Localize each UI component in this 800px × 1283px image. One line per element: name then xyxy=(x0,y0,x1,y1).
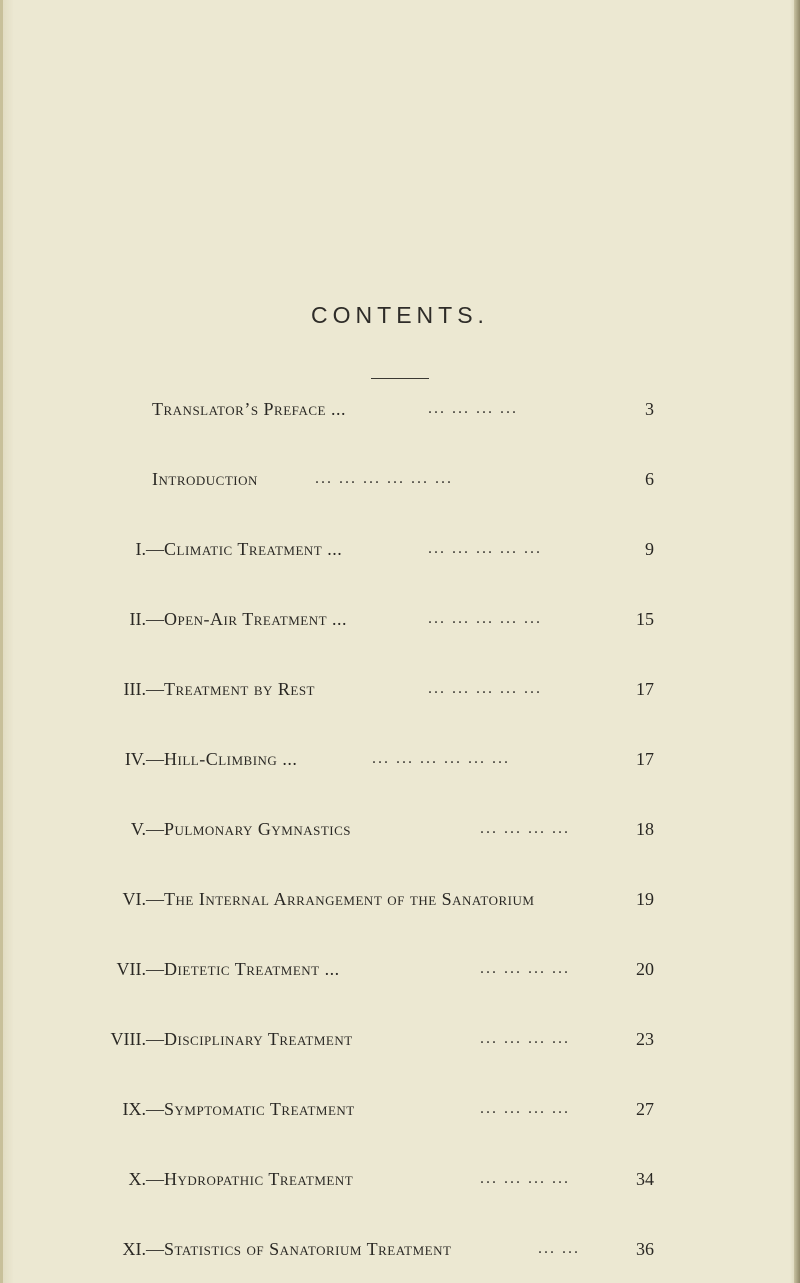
toc-entry-leader: ... ... ... ... ... xyxy=(428,680,542,697)
toc-entry-page: 17 xyxy=(636,749,654,769)
toc-entry-label: Introduction xyxy=(152,469,258,489)
toc-entry-page: 17 xyxy=(636,679,654,699)
toc-entry-leader: ... ... ... ... ... ... xyxy=(372,750,510,767)
toc-entry-number: VII.— xyxy=(116,959,164,979)
toc-entry-number: XI.— xyxy=(122,1239,164,1259)
toc-entry-chapter-3 xyxy=(0,672,800,706)
toc-entry-leader: ... ... xyxy=(538,1240,580,1257)
toc-entry-chapter-4 xyxy=(0,742,800,776)
toc-entry-page: 19 xyxy=(636,889,654,909)
page-right-edge xyxy=(794,0,800,1283)
toc-entry-chapter-2 xyxy=(0,602,800,636)
toc-entry-number: X.— xyxy=(128,1169,164,1189)
toc-entry-label: Statistics of Sanatorium Treatment xyxy=(164,1239,452,1259)
toc-entry-leader: ... ... ... ... xyxy=(480,1030,570,1047)
toc-entry-page: 18 xyxy=(636,819,654,839)
toc-entry-number: III.— xyxy=(123,679,164,699)
toc-entry-leader: ... ... ... ... ... xyxy=(428,540,542,557)
toc-entry-label: Hydropathic Treatment xyxy=(164,1169,354,1189)
toc-entry-chapter-8 xyxy=(0,1022,800,1056)
toc-entry-number: VI.— xyxy=(122,889,164,909)
toc-entry-chapter-7 xyxy=(0,952,800,986)
toc-entry-chapter-5 xyxy=(0,812,800,846)
toc-entry-page: 6 xyxy=(645,469,654,489)
toc-entry-label: Dietetic Treatment ... xyxy=(164,959,340,979)
toc-entry-leader: ... ... ... ... xyxy=(480,960,570,977)
toc-entry-label: Symptomatic Treatment xyxy=(164,1099,355,1119)
toc-entry-leader: ... ... ... ... xyxy=(480,1170,570,1187)
toc-entry-label: Translator’s Preface ... xyxy=(152,399,346,419)
toc-entry-leader: ... ... ... ... ... xyxy=(428,610,542,627)
toc-entry-number: IV.— xyxy=(124,749,164,769)
toc-entry-page: 3 xyxy=(645,399,654,419)
toc-entry-page: 27 xyxy=(636,1099,654,1119)
toc-entry-label: Climatic Treatment ... xyxy=(164,539,343,559)
toc-entry-label: The Internal Arrangement of the Sanatorium xyxy=(164,889,535,909)
toc-entry-chapter-1 xyxy=(0,532,800,566)
toc-entry-chapter-10 xyxy=(0,1162,800,1196)
toc-entry-page: 36 xyxy=(636,1239,654,1259)
toc-entry-page: 15 xyxy=(636,609,654,629)
toc-entry-label: Treatment by Rest xyxy=(164,679,316,699)
toc-entry-chapter-9 xyxy=(0,1092,800,1126)
toc-entry-leader: ... ... ... ... xyxy=(480,1100,570,1117)
toc-entry-number: II.— xyxy=(129,609,164,629)
toc-entry-leader: ... ... ... ... xyxy=(480,820,570,837)
toc-entry-preface xyxy=(0,392,800,426)
toc-entry-label: Disciplinary Treatment xyxy=(164,1029,353,1049)
toc-entry-number: V.— xyxy=(130,819,164,839)
toc-entry-label: Open-Air Treatment ... xyxy=(164,609,348,629)
toc-entry-introduction xyxy=(0,462,800,496)
toc-entry-chapter-11 xyxy=(0,1232,800,1266)
title-rule xyxy=(371,378,429,379)
toc-entry-number: VIII.— xyxy=(110,1029,164,1049)
toc-entry-chapter-6 xyxy=(0,882,800,916)
toc-entry-label: Pulmonary Gymnastics xyxy=(164,819,352,839)
toc-entry-page: 23 xyxy=(636,1029,654,1049)
toc-entry-leader: ... ... ... ... ... ... xyxy=(315,470,453,487)
toc-entry-page: 34 xyxy=(636,1169,654,1189)
toc-entry-leader: ... ... ... ... xyxy=(428,400,518,417)
toc-entry-number: IX.— xyxy=(122,1099,164,1119)
toc-entry-page: 20 xyxy=(636,959,654,979)
toc-entry-number: I.— xyxy=(135,539,164,559)
toc-entry-label: Hill-Climbing ... xyxy=(164,749,298,769)
page-title: CONTENTS. xyxy=(311,302,489,328)
toc-entry-page: 9 xyxy=(645,539,654,559)
page-left-edge xyxy=(0,0,3,1283)
